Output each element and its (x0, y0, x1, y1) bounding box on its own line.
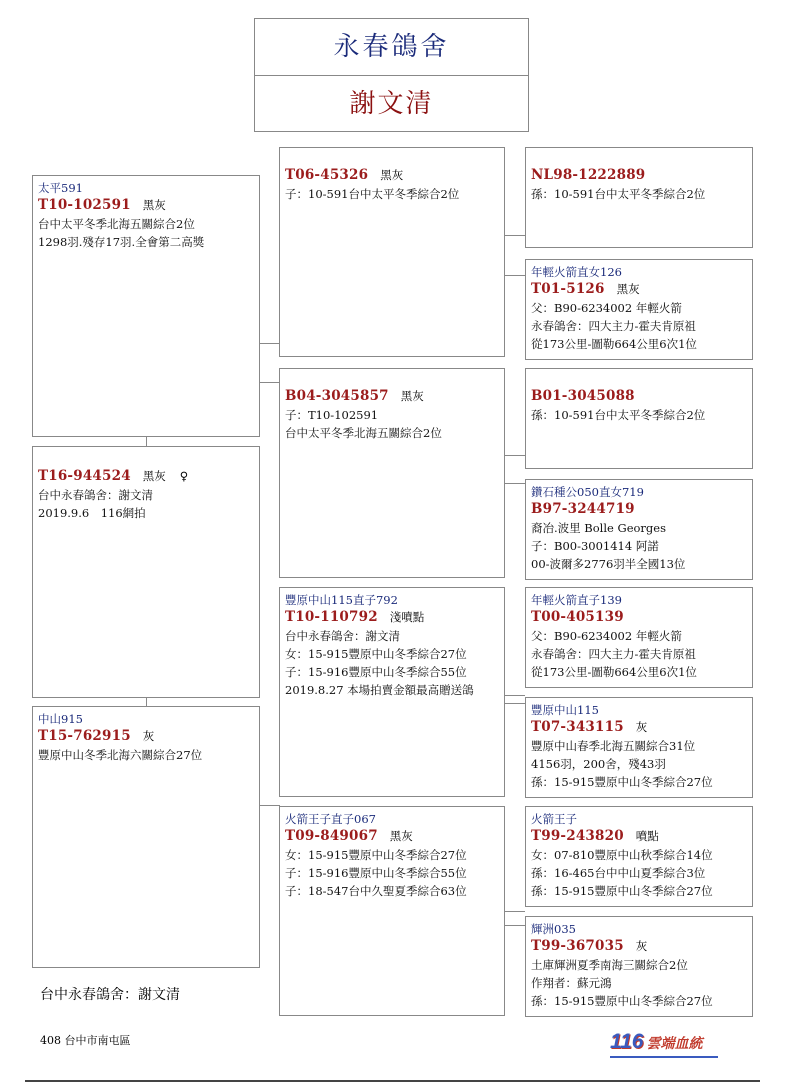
ggp-name: 輝洲035 (531, 922, 576, 936)
ggp-ring: T01-5126 (531, 281, 605, 297)
dam-sire-card (279, 587, 505, 797)
connector-line (504, 925, 525, 926)
ggp-name: 鑽石種公050直女719 (531, 485, 644, 499)
ggp-line: 從173公里-圖勒664公里6次1位 (531, 337, 697, 351)
ggp-line: 父：B90-6234002 年輕火箭 (531, 301, 682, 315)
footer-owner: 台中永春鴿舍：謝文清 (40, 987, 180, 1003)
ggp-line: 女：07-810豐原中山秋季綜合14位 (531, 848, 713, 862)
footer-address: 408 台中市南屯區 (40, 1034, 131, 1047)
sire-color: 黑灰 (142, 198, 166, 212)
ggp-card-5 (525, 587, 753, 688)
ggp-color: 灰 (635, 720, 648, 734)
ggp-line: 孫：10-591台中太平冬季綜合2位 (531, 187, 706, 201)
ggp-line: 孫：15-915豐原中山冬季綜合27位 (531, 775, 713, 789)
subject-line: 2019.9.6 116網拍 (38, 506, 146, 520)
dam-line: 豐原中山冬季北海六關綜合27位 (38, 748, 203, 762)
loft-name: 永春鴿舍 (255, 19, 528, 76)
connector-line (504, 483, 525, 484)
sire-card (32, 175, 260, 437)
dam-dam-line: 子：15-916豐原中山冬季綜合55位 (285, 866, 467, 880)
dam-dam-card (279, 806, 505, 1016)
sire-sire-line: 子：10-591台中太平冬季綜合2位 (285, 187, 460, 201)
ggp-line: 孫：16-465台中中山夏季綜合3位 (531, 866, 706, 880)
subject-line: 台中永春鴿舍：謝文清 (38, 488, 153, 502)
dam-sire-line: 2019.8.27 本場拍賣金額最高贈送鴿 (285, 683, 474, 697)
connector-line (504, 275, 525, 276)
ggp-line: 作翔者：蘇元鴻 (531, 976, 612, 990)
dam-ring: T15-762915 (38, 728, 131, 744)
ggp-line: 豐原中山春季北海五關綜合31位 (531, 739, 696, 753)
dam-sire-line: 子：15-916豐原中山冬季綜合55位 (285, 665, 467, 679)
ggp-line: 4156羽，200舍，殘43羽 (531, 757, 666, 771)
logo-underline (610, 1056, 718, 1058)
ggp-name: 年輕火箭直子139 (531, 593, 622, 607)
ggp-name: 火箭王子 (531, 812, 577, 826)
subject-ring: T16-944524 (38, 468, 131, 484)
ggp-color: 灰 (635, 939, 648, 953)
owner-name: 謝文清 (349, 89, 434, 119)
ggp-card-2 (525, 259, 753, 360)
connector-line (504, 455, 525, 456)
ggp-color: 黑灰 (616, 282, 640, 296)
ggp-ring: T99-243820 (531, 828, 624, 844)
ggp-color: 噴點 (635, 829, 659, 843)
connector-line (260, 805, 280, 806)
ggp-line: 孫：15-915豐原中山冬季綜合27位 (531, 884, 713, 898)
connector-line (504, 695, 525, 696)
ggp-ring: T99-367035 (531, 938, 624, 954)
dam-sire-line: 台中永春鴿舍：謝文清 (285, 629, 400, 643)
ggp-card-1 (525, 147, 753, 248)
ggp-line: 土庫輝洲夏季南海三關綜合2位 (531, 958, 688, 972)
dam-dam-ring: T09-849067 (285, 828, 378, 844)
sire-sire-ring: T06-45326 (285, 167, 369, 183)
ggp-card-8 (525, 916, 753, 1017)
ggp-line: 00-波爾多2776羽半全國13位 (531, 557, 686, 571)
ggp-ring: T07-343115 (531, 719, 624, 735)
ggp-ring: T00-405139 (531, 609, 624, 625)
bottom-divider (25, 1080, 760, 1082)
ggp-line: 孫：15-915豐原中山冬季綜合27位 (531, 994, 713, 1008)
ggp-card-4 (525, 479, 753, 580)
dam-dam-color: 黑灰 (389, 829, 413, 843)
ggp-line: 永春鴿舍：四大主力-霍夫肯原祖 (531, 319, 696, 333)
ggp-line: 孫：10-591台中太平冬季綜合2位 (531, 408, 706, 422)
sire-line: 台中太平冬季北海五關綜合2位 (38, 217, 195, 231)
sire-line: 1298羽.殘存17羽.全會第二高獎 (38, 235, 205, 249)
connector-line (260, 343, 280, 344)
ggp-line: 子：B00-3001414 阿諾 (531, 539, 659, 553)
ggp-line: 父：B90-6234002 年輕火箭 (531, 629, 682, 643)
dam-sire-name: 豐原中山115直子792 (285, 593, 398, 607)
brand-logo (610, 1030, 702, 1054)
title-box (254, 18, 529, 132)
ggp-line: 從173公里-圖勒664公里6次1位 (531, 665, 697, 679)
subject-color: 黑灰 (142, 469, 166, 483)
ggp-card-6 (525, 697, 753, 798)
dam-dam-line: 女：15-915豐原中山冬季綜合27位 (285, 848, 467, 862)
connector-line (504, 703, 525, 704)
sire-sire-card (279, 147, 505, 357)
ggp-card-3 (525, 368, 753, 469)
ggp-name: 豐原中山115 (531, 703, 599, 717)
ggp-ring: NL98-1222889 (531, 167, 646, 183)
sire-dam-ring: B04-3045857 (285, 388, 389, 404)
sire-dam-card (279, 368, 505, 578)
dam-name: 中山915 (38, 712, 83, 726)
ggp-name: 年輕火箭直女126 (531, 265, 622, 279)
sire-name: 太平591 (38, 181, 83, 195)
ggp-ring: B01-3045088 (531, 388, 635, 404)
dam-card (32, 706, 260, 968)
connector-line (260, 382, 280, 383)
sire-dam-line: 子：T10-102591 (285, 408, 379, 422)
logo-number: 116 (610, 1030, 644, 1053)
connector-line (504, 235, 525, 236)
subject-card (32, 446, 260, 698)
sire-dam-color: 黑灰 (400, 389, 424, 403)
dam-sire-color: 淺噴點 (389, 610, 425, 624)
sire-dam-line: 台中太平冬季北海五關綜合2位 (285, 426, 442, 440)
sire-ring: T10-102591 (38, 197, 131, 213)
logo-text: 雲端血統 (646, 1035, 703, 1051)
ggp-card-7 (525, 806, 753, 907)
dam-sire-line: 女：15-915豐原中山冬季綜合27位 (285, 647, 467, 661)
connector-line (504, 911, 525, 912)
dam-sire-ring: T10-110792 (285, 609, 378, 625)
dam-dam-name: 火箭王子直子067 (285, 812, 376, 826)
dam-dam-line: 子：18-547台中久聖夏季綜合63位 (285, 884, 467, 898)
female-icon: ♀ (179, 469, 189, 483)
dam-color: 灰 (142, 729, 155, 743)
ggp-line: 裔冶.波里 Bolle Georges (531, 521, 666, 535)
ggp-ring: B97-3244719 (531, 501, 635, 517)
sire-sire-color: 黑灰 (380, 168, 404, 182)
ggp-line: 永春鴿舍：四大主力-霍夫肯原祖 (531, 647, 696, 661)
